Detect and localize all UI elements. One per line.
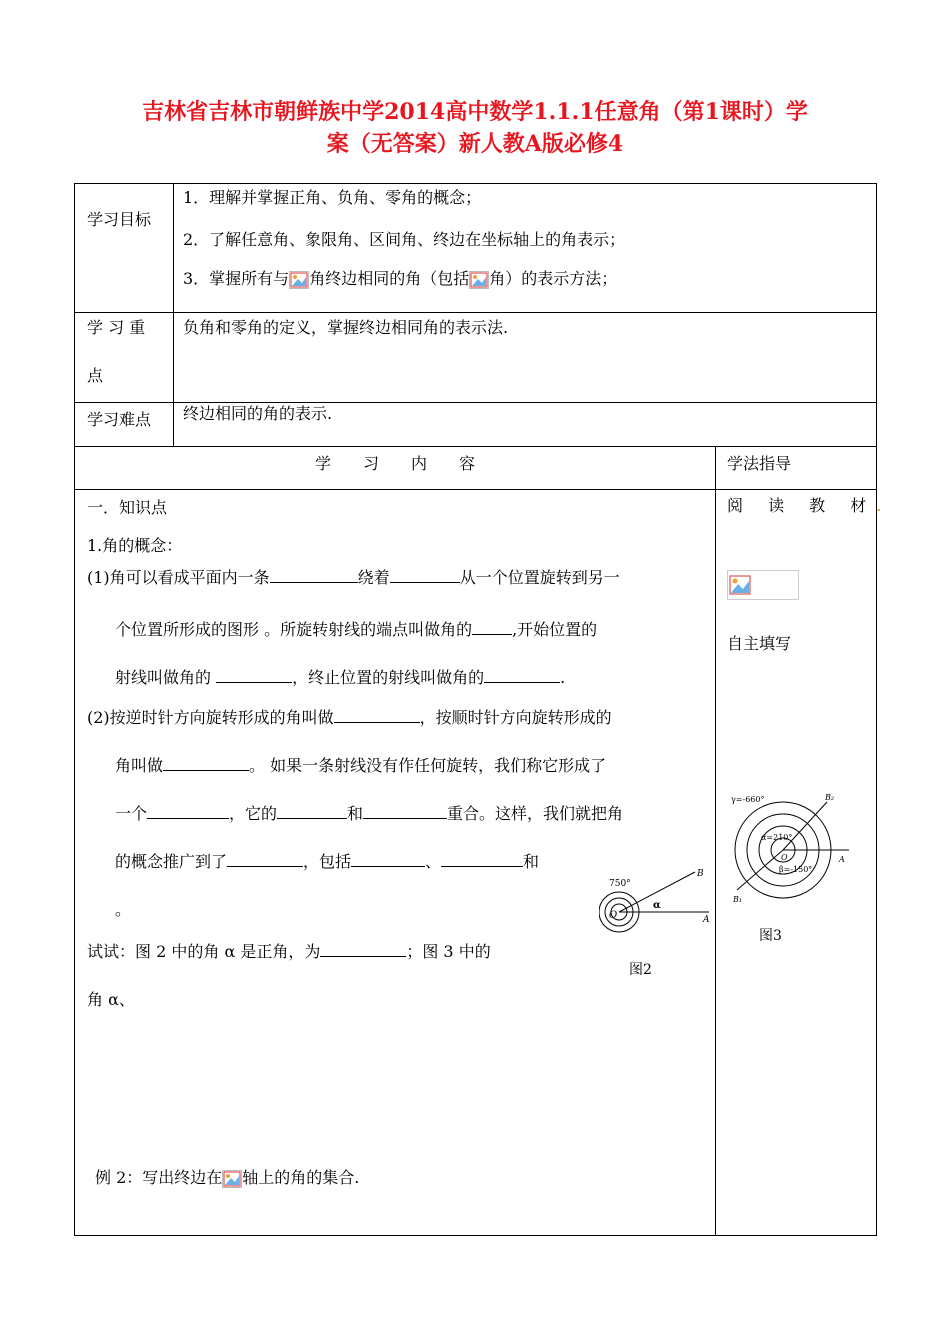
fill-blank[interactable] xyxy=(351,850,425,867)
fill-blank[interactable] xyxy=(441,850,523,867)
row-divider xyxy=(75,402,876,403)
col-divider xyxy=(715,446,716,1235)
paragraph-line-8: 。 xyxy=(115,900,132,919)
fig3-gamma-label: γ=-660° xyxy=(731,795,765,804)
fill-blank[interactable] xyxy=(216,666,292,683)
paragraph-line-3: 射线叫做角的 ，终止位置的射线叫做角的 . xyxy=(115,668,566,687)
difficult-text: 终边相同的角的表示. xyxy=(183,404,333,423)
paragraph-line-1: (1)角可以看成平面内一条 绕着 从一个位置旋转到另一 xyxy=(87,568,620,587)
section-angle-concept: 1.角的概念： xyxy=(87,536,183,555)
method-header: 学法指导 xyxy=(727,454,792,473)
title-line-2: 案（无答案）新人教A版必修4 xyxy=(326,131,624,157)
try-line-2: 角 α、 xyxy=(87,990,135,1009)
paragraph-line-4: (2)按逆时针方向旋转形成的角叫做 ，按顺时针方向旋转形成的 xyxy=(87,708,612,727)
example-2: 例 2：写出终边在 轴上的角的集合. xyxy=(95,1168,360,1187)
fill-blank[interactable] xyxy=(147,802,229,819)
fig3-a-label: A xyxy=(839,855,845,864)
method-image-placeholder xyxy=(727,570,799,600)
figure-3-caption: 图3 xyxy=(759,928,782,944)
fig2-b-label: B xyxy=(697,869,704,879)
key-label-line1: 学 习 重 xyxy=(87,318,146,337)
row-divider xyxy=(75,489,876,490)
figure-2-caption: 图2 xyxy=(629,962,652,978)
fill-blank[interactable] xyxy=(320,940,406,957)
alpha-image-icon xyxy=(289,271,309,289)
goal-item-1: 1．理解并掌握正角、负角、零角的概念； xyxy=(183,188,482,207)
fig3-alpha-label: α=210° xyxy=(761,833,793,842)
key-label-line2: 点 xyxy=(87,366,104,385)
fig3-beta-label: β=-150° xyxy=(779,865,813,874)
fill-blank[interactable] xyxy=(277,802,347,819)
axis-image-icon xyxy=(222,1170,242,1188)
fill-blank[interactable] xyxy=(334,706,420,723)
fill-blank[interactable] xyxy=(472,618,512,635)
paragraph-line-2: 个位置所形成的图形 。所旋转射线的端点叫做角的 ,开始位置的 xyxy=(115,620,598,639)
figure-3-diagram xyxy=(727,790,853,910)
image-icon xyxy=(729,575,751,595)
col-divider xyxy=(173,184,174,446)
row-divider xyxy=(75,312,876,313)
fill-blank[interactable] xyxy=(390,566,460,583)
fig2-o-label: O xyxy=(609,910,618,921)
paragraph-line-7: 的概念推广到了 ，包括 、 和 xyxy=(115,852,540,871)
method-self-fill: 自主填写 xyxy=(727,634,792,653)
fig3-o-label: O xyxy=(781,853,788,862)
section-knowledge: 一．知识点 xyxy=(87,498,168,517)
lesson-table xyxy=(74,183,882,1236)
content-header: 学 习 内 容 xyxy=(314,454,475,473)
difficult-label: 学习难点 xyxy=(87,410,152,429)
try-line: 试试：图 2 中的角 α 是正角，为 ；图 3 中的 xyxy=(87,942,491,961)
fig2-angle-label: 750° xyxy=(609,879,631,889)
goal-item-2: 2．了解任意角、象限角、区间角、终边在坐标轴上的角表示； xyxy=(183,230,626,249)
title-line-1: 吉林省吉林市朝鲜族中学2014高中数学1.1.1任意角（第1课时）学 xyxy=(142,99,808,125)
fig2-alpha-label: α xyxy=(653,900,661,911)
fill-blank[interactable] xyxy=(227,850,303,867)
row-divider xyxy=(75,446,876,447)
fig2-a-label: A xyxy=(703,915,710,925)
fig3-b1-label: B₁ xyxy=(733,895,743,904)
paragraph-line-5: 角叫做 。 如果一条射线没有作任何旋转，我们称它形成了 xyxy=(115,756,607,775)
fill-blank[interactable] xyxy=(270,566,358,583)
goal-item-3: 3．掌握所有与 角终边相同的角（包括 角）的表示方法； xyxy=(183,269,618,288)
fig3-b2-label: B₂ xyxy=(825,793,835,802)
alpha-image-icon xyxy=(469,271,489,289)
fill-blank[interactable] xyxy=(163,754,249,771)
fill-blank[interactable] xyxy=(363,802,447,819)
goals-label: 学习目标 xyxy=(87,210,152,229)
document-title xyxy=(80,96,870,160)
fill-blank[interactable] xyxy=(484,666,560,683)
figure-2-diagram xyxy=(599,864,715,944)
key-text: 负角和零角的定义，掌握终边相同角的表示法. xyxy=(183,318,509,337)
method-read: 阅 读 教 材. xyxy=(727,496,882,515)
paragraph-line-6: 一个 ，它的 和 重合。这样，我们就把角 xyxy=(115,804,624,823)
